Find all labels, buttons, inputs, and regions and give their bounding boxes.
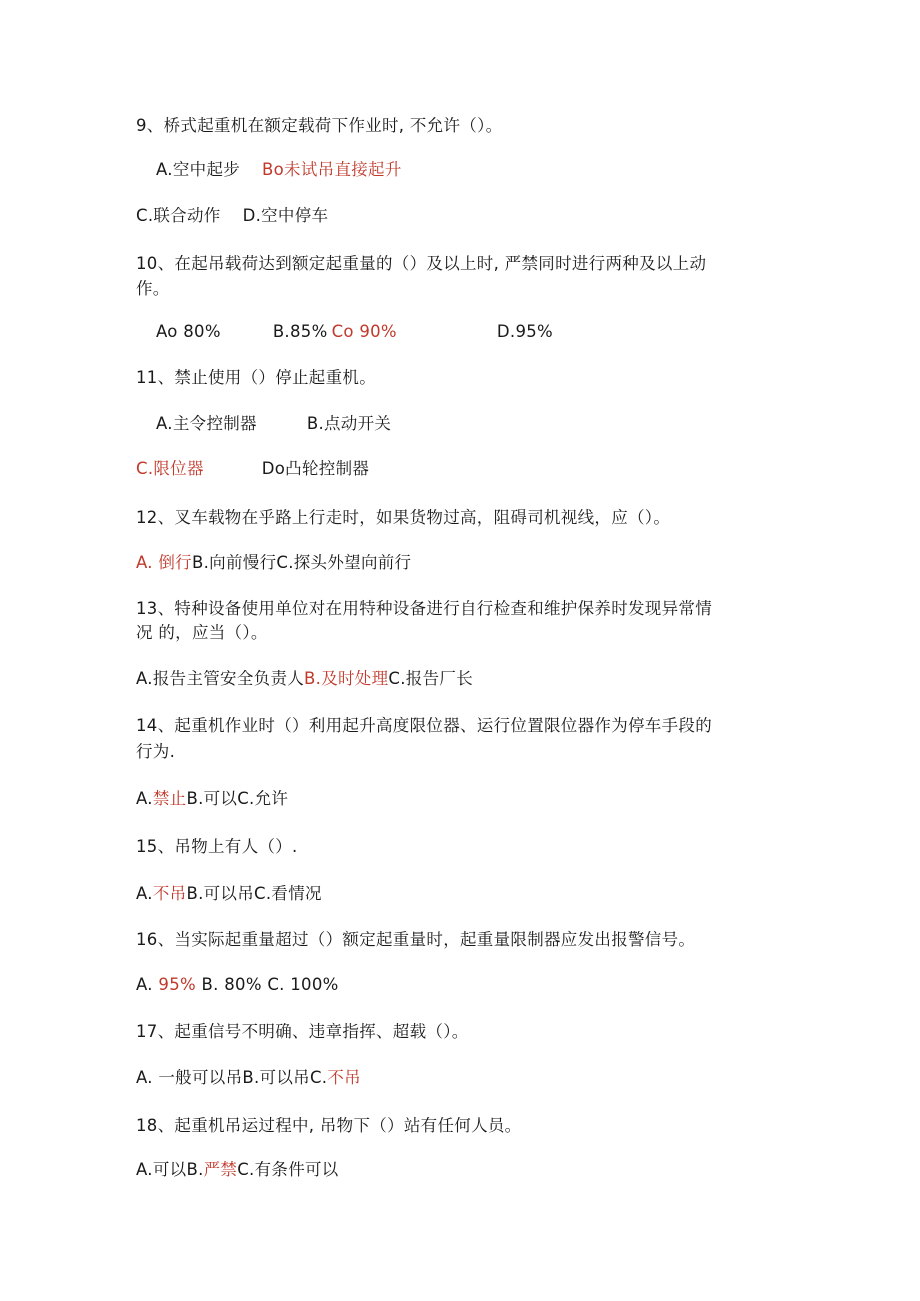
question-14-stem-line2: 行为. <box>136 742 176 761</box>
question-17-options <box>136 1066 361 1090</box>
question-13-options <box>136 667 473 691</box>
option-a-answer: A. 倒行 <box>136 553 192 572</box>
option-a: Ao 80% <box>156 322 221 341</box>
option-b-answer: 严禁 <box>203 1160 238 1179</box>
question-17-stem: 17、起重信号不明确、违章指挥、超载（）。 <box>136 1022 469 1041</box>
question-18-stem: 18、起重机吊运过程中, 吊物下（）站有任何人员。 <box>136 1116 522 1135</box>
question-10-stem-line1: 10、在起吊载荷达到额定起重量的（）及以上时, 严禁同时进行两种及以上动 <box>136 254 707 273</box>
option-a: A.空中起步 <box>156 160 241 179</box>
question-14-stem-line1: 14、起重机作业时（）利用起升高度限位器、运行位置限位器作为停车手段的 <box>136 716 712 735</box>
option-b: B.可以 <box>186 789 238 808</box>
option-b: B. 80% <box>195 975 262 994</box>
option-c: C.允许 <box>237 789 289 808</box>
question-12-stem: 12、叉车载物在乎路上行走时，如果货物过高，阻碍司机视线，应（）。 <box>136 508 671 527</box>
option-a-answer <box>136 789 186 808</box>
question-9-options-line1 <box>156 158 402 182</box>
option-a-answer <box>136 884 186 903</box>
question-9-stem: 9、桥式起重机在额定载荷下作业时, 不允许（）。 <box>136 116 503 135</box>
option-b: B.85% <box>272 322 328 341</box>
option-c: C.联合动作 <box>136 206 221 225</box>
option-c: C.有条件可以 <box>237 1160 339 1179</box>
option-b-answer: B.及时处理 <box>304 669 389 688</box>
option-d: D.95% <box>496 322 554 341</box>
option-c-answer: 不吊 <box>327 1068 361 1087</box>
question-16-stem: 16、当实际起重量超过（）额定起重量时，起重量限制器应发出报警信号。 <box>136 930 696 949</box>
option-a-text: A.不吊 <box>136 884 187 903</box>
option-d: Do凸轮控制器 <box>261 459 370 478</box>
option-a-answer: 95% <box>158 975 196 994</box>
option-a: A. 一般可以吊 <box>136 1068 243 1087</box>
question-18-options <box>136 1158 339 1182</box>
option-b-prefix: B. <box>186 1160 204 1179</box>
option-c: C.看情况 <box>254 884 322 903</box>
option-a: A.可以 <box>136 1160 187 1179</box>
question-15-options <box>136 882 322 906</box>
option-a: A.报告主管安全负责人 <box>136 669 305 688</box>
option-d: D.空中停车 <box>242 206 329 225</box>
option-c-prefix: C. <box>309 1068 328 1087</box>
option-b: B.可以吊 <box>242 1068 310 1087</box>
option-a: A.主令控制器 <box>156 414 257 433</box>
question-11-options-line1 <box>156 412 391 436</box>
question-14-options <box>136 787 288 811</box>
option-c: C.报告厂长 <box>388 669 473 688</box>
option-b: B.点动开关 <box>306 414 392 433</box>
question-11-options-line2 <box>136 457 369 481</box>
option-b: B.向前慢行 <box>192 553 277 572</box>
option-b: B.可以吊 <box>186 884 255 903</box>
option-a-text: A.禁止 <box>136 789 187 808</box>
question-16-options <box>136 973 339 997</box>
question-12-options <box>136 551 411 575</box>
question-13-stem-line2: 况 的，应当（）。 <box>136 623 268 642</box>
question-9-options-line2 <box>136 204 328 228</box>
question-15-stem: 15、吊物上有人（）. <box>136 837 298 856</box>
option-c: C.探头外望向前行 <box>276 553 412 572</box>
question-10-options <box>156 320 553 344</box>
option-c-answer: Co 90% <box>331 322 397 341</box>
option-c: C. 100% <box>261 975 339 994</box>
question-11-stem: 11、禁止使用（）停止起重机。 <box>136 368 376 387</box>
question-10-stem-line2: 作。 <box>136 279 170 298</box>
question-13-stem-line1: 13、特种设备使用单位对在用特种设备进行自行检查和维护保养时发现异常情 <box>136 599 712 618</box>
option-c-answer: C.限位器 <box>136 459 204 478</box>
option-b-answer: Bo未试吊直接起升 <box>262 160 402 179</box>
option-a-prefix: A. <box>136 975 159 994</box>
